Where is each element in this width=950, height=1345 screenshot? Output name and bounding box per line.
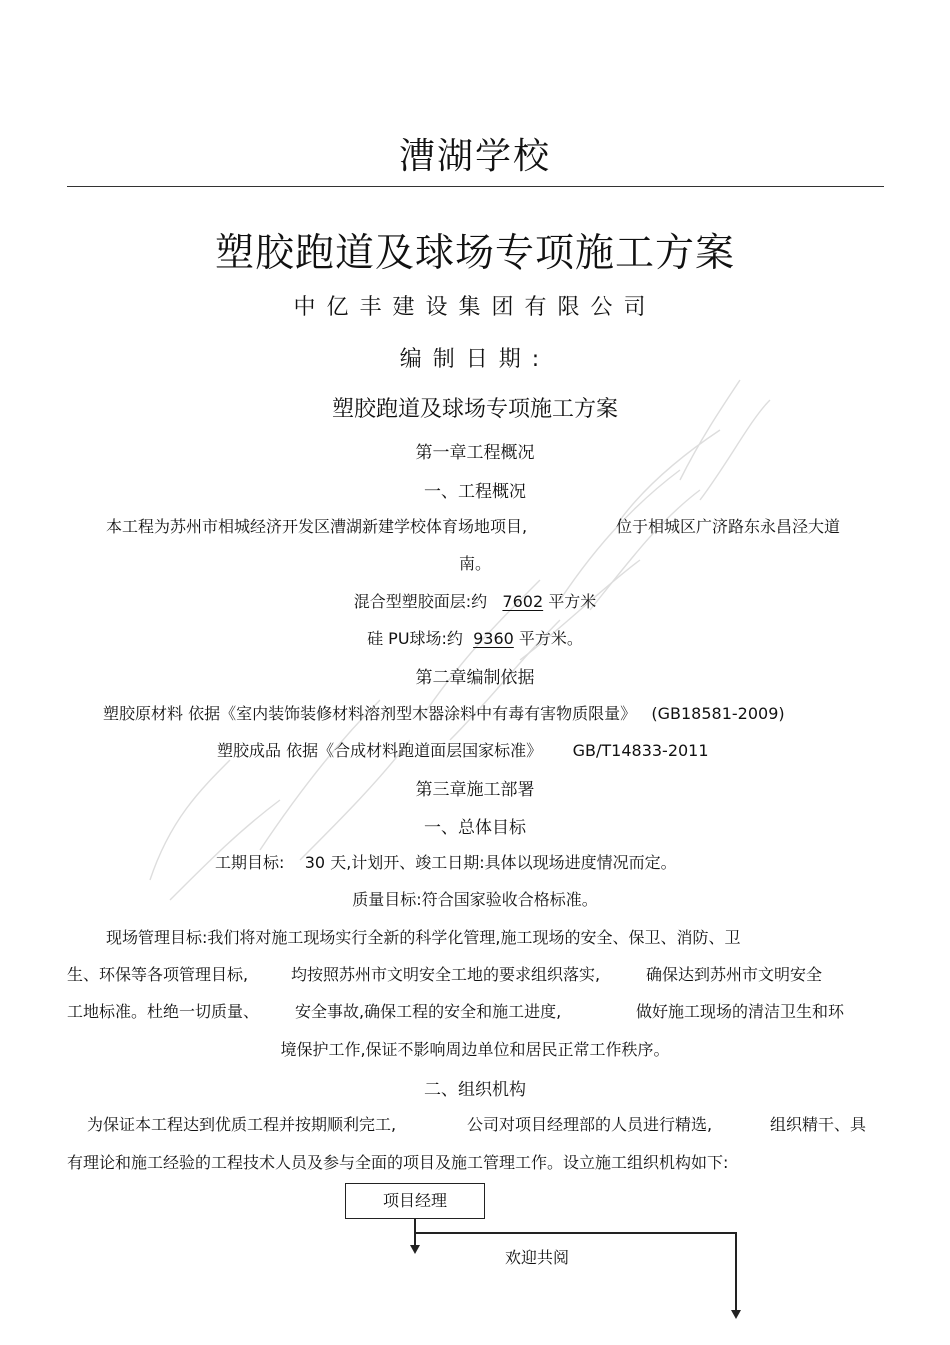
chapter-3-section-2: 二、组织机构 (424, 1080, 526, 1100)
org-connector-horizontal (414, 1232, 736, 1234)
document-title: 塑胶跑道及球场专项施工方案 (214, 231, 735, 276)
org-project-manager-box: 项目经理 (345, 1183, 485, 1219)
area-1-value: 7602 (502, 592, 544, 611)
footer-text: 欢迎共阅 (505, 1248, 570, 1267)
schedule-goal-label: 工期目标: (215, 853, 285, 872)
school-name: 漕湖学校 (398, 136, 551, 177)
chapter-1-heading: 第一章工程概况 (415, 443, 535, 463)
area-line-2 (0, 626, 950, 649)
section-title: 塑胶跑道及球场专项施工方案 (331, 397, 618, 422)
site-mgmt-line-2c: 确保达到苏州市文明安全 (646, 965, 823, 984)
overview-text-a: 本工程为苏州市相城经济开发区漕湖新建学校体育场地项目, (106, 517, 528, 536)
overview-text-c: 南。 (458, 554, 491, 573)
compile-date-label: 编制日期: (399, 347, 551, 372)
site-mgmt-line-3b: 安全事故,确保工程的安全和施工进度, (295, 1002, 562, 1021)
area-1-label: 混合型塑胶面层:约 (353, 592, 488, 611)
basis-line-2 (217, 738, 709, 761)
site-mgmt-line-3a: 工地标准。杜绝一切质量、 (67, 1002, 260, 1021)
area-2-value: 9360 (473, 629, 514, 648)
header-divider (67, 186, 884, 187)
chapter-1-section-1: 一、工程概况 (424, 482, 526, 502)
schedule-goal-text: 30 天,计划开、竣工日期:具体以现场进度情况而定。 (304, 853, 677, 872)
arrow-down-icon (410, 1245, 420, 1254)
overview-text-b: 位于相城区广济路东永昌泾大道 (616, 517, 841, 536)
site-mgmt-line-4: 境保护工作,保证不影响周边单位和居民正常工作秩序。 (280, 1040, 670, 1059)
org-connector-right (735, 1232, 737, 1312)
org-text-1c: 组织精干、具 (770, 1115, 867, 1134)
basis-line-1 (103, 701, 785, 724)
company-name: 中亿丰建设集团有限公司 (293, 295, 657, 320)
area-1-unit: 平方米 (548, 592, 597, 611)
site-mgmt-line-3c: 做好施工现场的清洁卫生和环 (636, 1002, 845, 1021)
site-mgmt-line-2b: 均按照苏州市文明安全工地的要求组织落实, (291, 965, 601, 984)
chapter-3-heading: 第三章施工部署 (415, 780, 535, 800)
basis-2-text: 塑胶成品 依据《合成材料跑道面层国家标准》 (217, 741, 543, 760)
org-text-1a: 为保证本工程达到优质工程并按期顺利完工, (87, 1115, 397, 1134)
area-line-1 (0, 589, 950, 612)
basis-1-text: 塑胶原材料 依据《室内装饰装修材料溶剂型木器涂料中有毒有害物质限量》 (103, 704, 637, 723)
site-mgmt-line-1: 现场管理目标:我们将对施工现场实行全新的科学化管理,施工现场的安全、保卫、消防、卫 (106, 928, 741, 947)
quality-goal: 质量目标:符合国家验收合格标准。 (352, 890, 598, 909)
site-mgmt-line-2a: 生、环保等各项管理目标, (67, 965, 249, 984)
chapter-3-section-1: 一、总体目标 (424, 818, 526, 838)
schedule-goal (215, 850, 677, 873)
basis-2-code: GB/T14833-2011 (572, 741, 709, 760)
area-2-unit: 平方米。 (518, 629, 583, 648)
chapter-2-heading: 第二章编制依据 (415, 668, 535, 688)
area-2-label: 硅 PU球场:约 (367, 629, 463, 648)
org-text-2: 有理论和施工经验的工程技术人员及参与全面的项目及施工管理工作。设立施工组织机构如下: (67, 1153, 729, 1172)
arrow-down-icon (731, 1310, 741, 1319)
basis-1-code: (GB18581-2009) (651, 704, 785, 723)
org-text-1b: 公司对项目经理部的人员进行精选, (467, 1115, 713, 1134)
